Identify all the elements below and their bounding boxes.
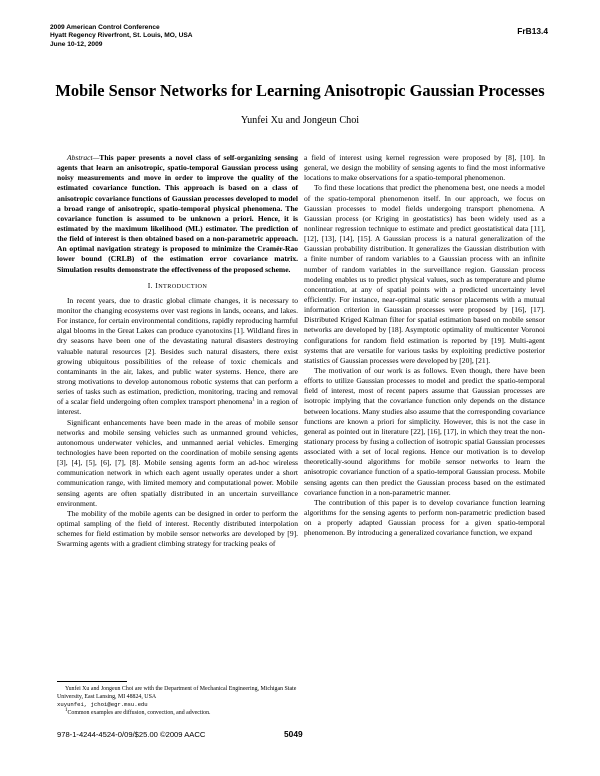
abstract-lead: Abstract [67,153,93,162]
intro-paragraph-1-end: in a region of interest. [57,397,299,417]
author-emails: xuyunfei, jchoi@egr.msu.edu [57,701,148,709]
right-column [304,153,545,538]
intro-paragraph-1-text: In recent years, due to drastic global climate changes, it is necessary to monitor the changing ecosystems over vast regions in lands, oceans, and lakes. For instance, for certain environmental conditions, rapidly reproducing harmful algal blooms in the Great Lakes can produce cyanotoxins [1]. Wildland fires in dry seasons have been one of the devastating natural disasters destroying valuable natural resources [2]. Besides such natural disasters, there exist growing ubiquitous possibilities of the release of toxic chemicals and contaminants in the air, lakes, and public water systems. Hence, there are strong motivations to develop autonomous robotic systems that can perform a series of tasks such as estimation, prediction, monitoring, tracing and removal of a scalar field undergoing often complex transport phenomena [57,295,298,407]
isbn-line: 978-1-4244-4524-0/09/$25.00 ©2009 AACC [57,730,206,739]
session-code: FrB13.4 [517,26,548,36]
footnote-mark: 1 [65,707,68,713]
transport-footnote [57,707,298,718]
conference-dates: June 10-12, 2009 [50,40,103,48]
right-paragraph-3: The motivation of our work is as follows. Even though, there have been efforts to utilize Gaussian processes to model and predict the spatio-temporal field of interest, most of recent papers assume that Gaussian processes are isotropic implying that the covariance function only depends on the distance between locations. Many studies also assume that the corresponding covariance functions are known a priori for simplicity. However, this is not the case in general as pointed out in literature [22], [16], [17], in which they treat the non-stationary process by fusing a collection of isotropic spatial Gaussian processes associated with a set of local regions. Hence our motivation is to develop theoretically-sound algorithms for mobile sensor networks to learn the anisotropic covariance function of a spatio-temporal Gaussian process. Mobile sensing agents can then predict the Gaussian process based on the estimated covariance function in a non-parametric manner. [304,365,545,497]
paper-authors: Yunfei Xu and Jongeun Choi [240,115,360,126]
intro-paragraph-3: The mobility of the mobile agents can be designed in order to perform the optimal sampling of the field of interest. Recently distributed interpolation schemes for field estimation by mobile sensor networks are developed by [9]. Swarming agents with a gradient climbing strategy for tracking peaks of [57,508,298,549]
page-number: 5049 [284,729,303,739]
section-title-rest: NTRODUCTION [158,282,208,290]
abstract-dash: — [92,153,100,162]
abstract [57,153,298,275]
footnote-ref: 1 [252,397,255,403]
section-numeral: I. [147,280,153,290]
paper-title: Mobile Sensor Networks for Learning Anisotropic Gaussian Processes [55,81,545,100]
conference-header [50,24,193,49]
section-title-cap: I [155,280,159,290]
right-paragraph-1: a field of interest using kernel regression were proposed by [8], [10]. In general, we design the mobility of sensing agents to find the most informative locations to make observations for a spatio-temporal phenomenon. [304,153,545,183]
email-footnote [57,701,298,710]
right-paragraph-4: The contribution of this paper is to develop covariance function learning algorithms for the sensing agents to perform non-parametric prediction based on a properly adapted Gaussian process for a given spatio-temporal phenomenon. By introducing a generalized covariance function, we expand [304,497,545,538]
intro-paragraph-2: Significant enhancements have been made in the areas of mobile sensor networks and mobile sensing vehicles such as unmanned ground vehicles, autonomous underwater vehicles, and unmanned aerial vehicles. Emerging technologies have been reported on the coordination of mobile sensing agents [3], [4], [5], [6], [7], [8]. Mobile sensing agents form an ad-hoc wireless communication network in which each agent usually operates under a short communication range, with limited memory and computational power. Mobile sensing agents are often spatially distributed in an uncertain surveillance environment. [57,417,298,508]
intro-paragraph-1 [57,296,298,418]
right-paragraph-2: To find these locations that predict the phenomena best, one needs a model of the spatio-temporal phenomenon itself. In our approach, we focus on Gaussian processes to model fields undergoing transport phenomena. A Gaussian process (or Kriging in geostatistics) has been widely used as a nonlinear regression technique to estimate and predict geostatistical data [11], [12], [13], [14], [15]. A Gaussian process is a natural generalization of the Gaussian probability distribution. It generalizes the Gaussian distribution with a finite number of random variables to a Gaussian process with an infinite number of random variables in the surveillance region. Gaussian process modeling enables us to predict physical values, such as temperature and plume concentration, at any of spatial points with a predicted uncertainty level efficiently. For instance, near-optimal static sensor placements with a mutual information criterion in Gaussian processes were proposed by [16], [17]. Distributed Kriged Kalman filter for spatial estimation based on mobile sensor networks are developed by [18]. Asymptotic optimality of multicenter Voronoi configurations for random field estimation is reported by [19]. Multi-agent systems that are versatile for various tasks by exploiting predictive posterior statistics of Gaussian processes were developed by [20], [21]. [304,183,545,365]
footnotes [57,686,298,717]
left-column [57,153,298,549]
section-heading-introduction [57,281,298,292]
conference-venue: Hyatt Regency Riverfront, St. Louis, MO, USA [50,32,193,40]
footnote-divider [57,681,127,682]
conference-name: 2009 American Control Conference [50,24,160,31]
abstract-text: This paper presents a novel class of self-organizing sensing agents that learn an anisotropic, spatio-temporal Gaussian process using noisy measurements and move in order to improve the quality of the estimated covariance function. This approach is based on a class of anisotropic covariance functions of Gaussian processes developed to model a broad range of anisotropic, spatio-temporal physical phenomena. The covariance function is assumed to be unknown a priori. Hence, it is estimated by the maximum likelihood (ML) estimator. The prediction of the field of interest is then obtained based on a non-parametric approach. An optimal navigation strategy is proposed to minimize the Cramér-Rao lower bound (CRLB) of the estimation error covariance matrix. Simulation results demonstrate the effectiveness of the proposed scheme. [57,153,298,274]
affiliation-footnote: Yunfei Xu and Jongeun Choi are with the Department of Mechanical Engineering, Michigan State University, East Lansing, MI 48824, USA [57,686,297,700]
footnote-text: Common examples are diffusion, convection, and advection. [67,709,211,716]
